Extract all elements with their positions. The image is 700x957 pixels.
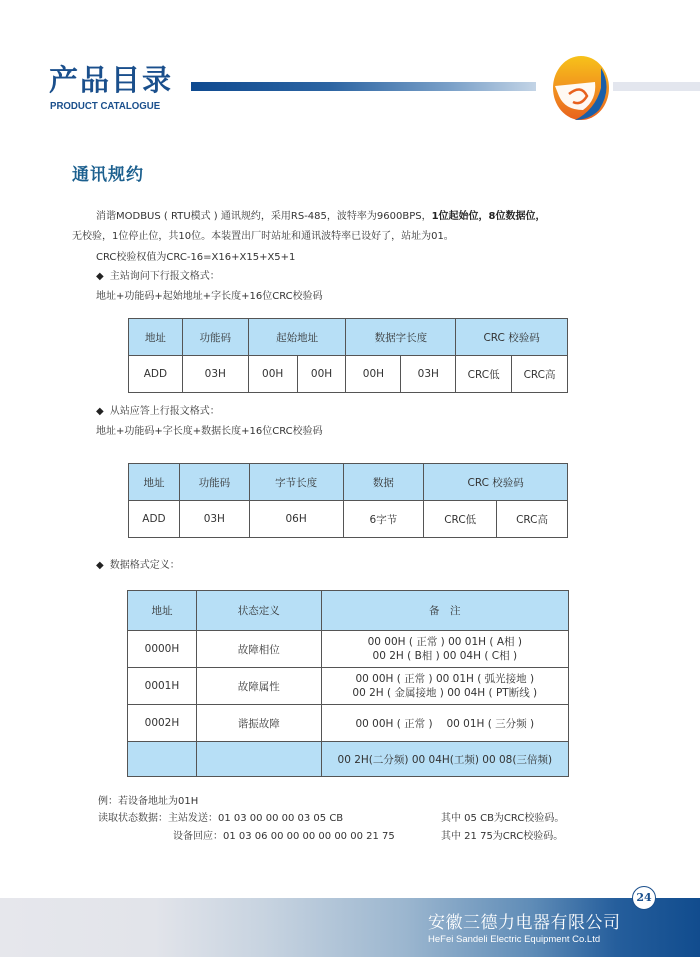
header-cell: 功能码 [179, 464, 249, 501]
addr-cell: 0002H [128, 705, 197, 742]
note-cell: 00 2H(二分频) 00 04H(工频) 00 08(三倍频) [321, 742, 568, 777]
header-cell: 数据字长度 [346, 319, 456, 356]
state-cell: 故障相位 [196, 631, 321, 668]
addr-cell: 0000H [128, 631, 197, 668]
header-cell: 地址 [128, 591, 197, 631]
company-name-en: HeFei Sandeli Electric Equipment Co.Ltd [428, 934, 601, 945]
header-cell: 备 注 [321, 591, 568, 631]
value-cell: 03H [401, 356, 456, 393]
master-request-table [128, 318, 568, 393]
intro-paragraph-line1 [96, 210, 546, 224]
value-cell: 6字节 [343, 501, 424, 538]
value-cell: ADD [129, 356, 183, 393]
table-row [128, 705, 569, 742]
read-label: 读取状态数据： [98, 813, 168, 824]
value-cell: 03H [182, 356, 248, 393]
crc-formula: CRC校验权值为CRC-16=X16+X15+X5+1 [96, 252, 296, 263]
data-format-heading-text: 数据格式定义： [109, 560, 180, 571]
example-reply-line [173, 830, 395, 844]
table-row [128, 631, 569, 668]
send-label: 主站发送： [168, 813, 218, 824]
state-cell [196, 742, 321, 777]
catalogue-subtitle: PRODUCT CATALOGUE [50, 100, 161, 112]
value-cell: 00H [248, 356, 297, 393]
header-cell: 起始地址 [248, 319, 346, 356]
header-cell: CRC 校验码 [424, 464, 568, 501]
data-format-heading [96, 559, 180, 573]
example-title: 例：若设备地址为01H [98, 796, 199, 807]
catalogue-title: 产品目录 [49, 63, 174, 97]
value-cell: CRC高 [512, 356, 568, 393]
header-cell: 地址 [129, 319, 183, 356]
value-cell: ADD [129, 501, 180, 538]
note-line: 00 2H ( B相 ) 00 04H ( C相 ) [372, 650, 518, 662]
note-line: 00 2H ( 金属接地 ) 00 04H ( PT断线 ) [352, 687, 538, 699]
diamond-bullet-icon: ◆ [96, 560, 104, 571]
header-cell: 状态定义 [196, 591, 321, 631]
addr-cell: 0001H [128, 668, 197, 705]
intro-text: 消谐MODBUS ( RTU模式 ) 通讯规约，采用RS-485，波特率为9600BPS， [96, 211, 432, 222]
value-cell: 00H [297, 356, 346, 393]
header-cell: 功能码 [182, 319, 248, 356]
master-heading [96, 270, 220, 284]
header-cell: 地址 [129, 464, 180, 501]
header-rule-right [613, 82, 700, 91]
state-cell: 谐振故障 [196, 705, 321, 742]
note-cell [321, 668, 568, 705]
header-cell: 字节长度 [249, 464, 343, 501]
note-cell: 00 00H ( 正常 ) 00 01H ( 三分频 ) [321, 705, 568, 742]
company-name-cn: 安徽三德力电器有限公司 [428, 913, 621, 933]
header-cell: 数据 [343, 464, 424, 501]
reply-note: 其中 21 75为CRC校验码。 [441, 831, 564, 842]
value-cell: 03H [179, 501, 249, 538]
section-title: 通讯规约 [72, 165, 144, 185]
value-cell: 06H [249, 501, 343, 538]
value-cell: CRC高 [497, 501, 568, 538]
header-rule [191, 82, 536, 91]
company-logo-icon [551, 54, 611, 122]
state-cell: 故障属性 [196, 668, 321, 705]
value-cell: CRC低 [456, 356, 512, 393]
page-number: 24 [632, 886, 656, 910]
value-cell: 00H [346, 356, 401, 393]
master-heading-text: 主站询问下行报文格式： [109, 271, 220, 282]
table-row [128, 742, 569, 777]
send-note: 其中 05 CB为CRC校验码。 [441, 813, 565, 824]
note-line: 00 00H ( 正常 ) 00 01H ( A相 ) [367, 636, 522, 648]
diamond-bullet-icon: ◆ [96, 406, 104, 417]
send-value: 01 03 00 00 00 03 05 CB [218, 813, 344, 824]
example-send-line [98, 812, 343, 826]
note-line: 00 00H ( 正常 ) 00 01H ( 弧光接地 ) [355, 673, 535, 685]
intro-paragraph-line2: 无校验，1位停止位，共10位。本装置出厂时站址和通讯波特率已设好了，站址为01。 [72, 231, 454, 242]
slave-response-table [128, 463, 568, 538]
slave-heading [96, 405, 220, 419]
intro-text-bold: 1位起始位，8位数据位， [431, 211, 546, 222]
value-cell: CRC低 [424, 501, 497, 538]
header-cell: CRC 校验码 [456, 319, 568, 356]
slave-heading-text: 从站应答上行报文格式： [109, 406, 220, 417]
addr-cell [128, 742, 197, 777]
reply-value: 01 03 06 00 00 00 00 00 00 21 75 [223, 831, 395, 842]
table-row [128, 668, 569, 705]
data-format-table [127, 590, 569, 777]
note-cell [321, 631, 568, 668]
master-format: 地址+功能码+起始地址+字长度+16位CRC校验码 [96, 291, 323, 302]
diamond-bullet-icon: ◆ [96, 271, 104, 282]
slave-format: 地址+功能码+字长度+数据长度+16位CRC校验码 [96, 426, 323, 437]
reply-label: 设备回应： [173, 831, 223, 842]
